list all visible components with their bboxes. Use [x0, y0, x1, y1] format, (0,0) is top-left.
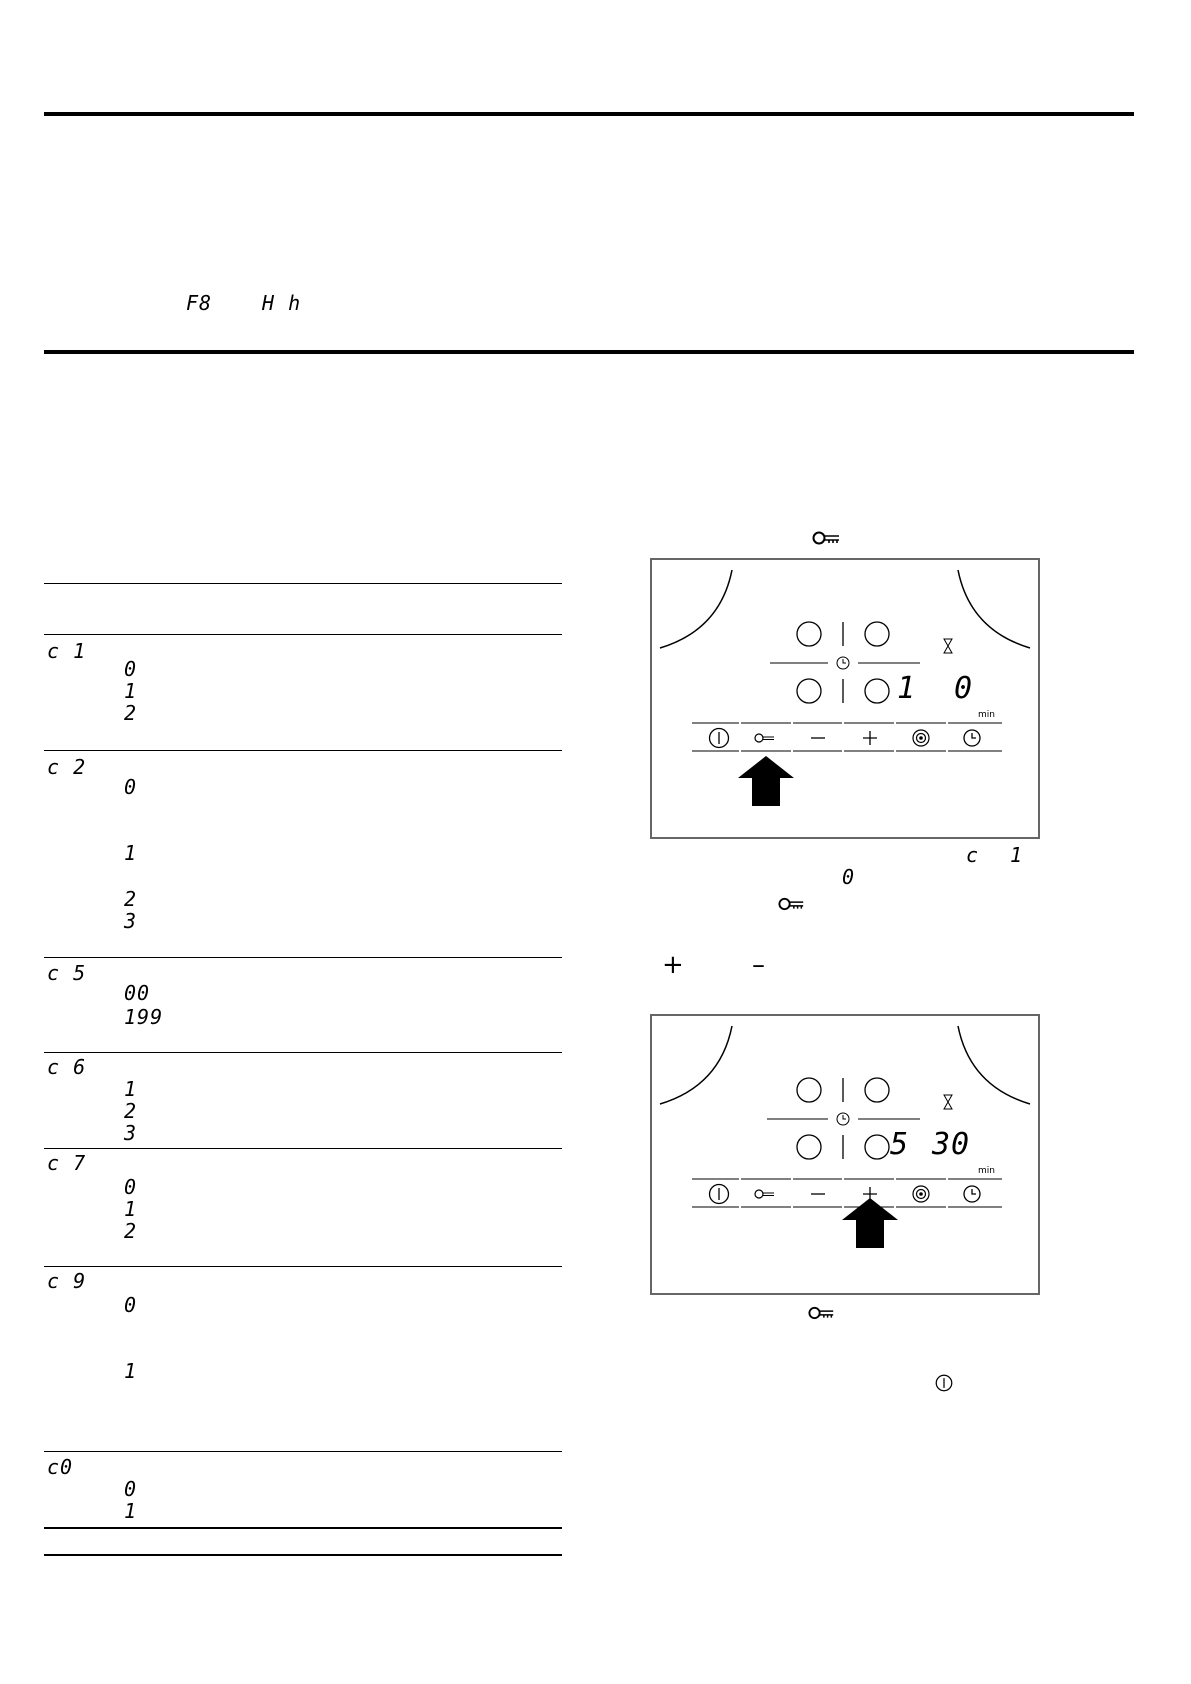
caption-value: 0: [842, 865, 856, 889]
key-icon: [812, 530, 842, 546]
cooktop-sketch: [652, 560, 1038, 837]
setting-code: c 9: [47, 1269, 87, 1293]
timer-icon: [962, 728, 982, 748]
table-bottom-rule: [44, 1554, 562, 1556]
caption-code-1: 1: [1010, 843, 1024, 867]
unit-label: min: [978, 710, 995, 720]
table-row-rule: [44, 1148, 562, 1149]
setting-option: 0: [124, 1175, 138, 1199]
table-row-rule: [44, 1266, 562, 1267]
setting-option: 199: [124, 1005, 164, 1029]
top-rule: [44, 112, 1134, 116]
setting-option: 1: [124, 841, 138, 865]
arrow-icon: [738, 756, 794, 806]
setting-option: 2: [124, 701, 138, 725]
control-panel-figure-1: [650, 558, 1040, 839]
minus-symbol: –: [752, 950, 765, 980]
setting-option: 1: [124, 1197, 138, 1221]
minus-icon: [808, 737, 828, 739]
timer-icon: [962, 1184, 982, 1204]
setting-option: 00: [124, 981, 151, 1005]
plus-symbol: +: [662, 950, 684, 980]
setting-option: 0: [124, 657, 138, 681]
setting-option: 1: [124, 1499, 138, 1523]
setting-code: c 1: [47, 639, 87, 663]
ring-icon: [911, 728, 931, 748]
control-panel-figure-2: [650, 1014, 1040, 1295]
table-row-rule: [44, 750, 562, 751]
key-icon: [808, 1305, 836, 1321]
setting-option: 0: [124, 1477, 138, 1501]
setting-option: 0: [124, 775, 138, 799]
setting-option: 3: [124, 1121, 138, 1145]
section-rule: [44, 350, 1134, 354]
setting-option: 2: [124, 1099, 138, 1123]
setting-option: 2: [124, 887, 138, 911]
setting-option: 2: [124, 1219, 138, 1243]
setting-option: 0: [124, 1293, 138, 1317]
table-header-rule: [44, 634, 562, 635]
display-right-digit: 0: [954, 671, 974, 706]
table-top-rule: [44, 583, 562, 584]
setting-option: 3: [124, 909, 138, 933]
caption-code-c: c: [966, 843, 980, 867]
display-left-digit: 1: [897, 671, 917, 706]
error-code-hh: H h: [262, 291, 302, 315]
unit-label: min: [978, 1166, 995, 1176]
setting-option: 1: [124, 1359, 138, 1383]
display-right-digit: 30: [932, 1127, 971, 1162]
table-row-rule: [44, 1052, 562, 1053]
setting-code: c0: [47, 1455, 74, 1479]
cooktop-sketch: [652, 1016, 1038, 1293]
ring-icon: [911, 1184, 931, 1204]
power-icon: [935, 1374, 953, 1392]
setting-option: 1: [124, 1077, 138, 1101]
setting-option: 1: [124, 679, 138, 703]
minus-icon: [808, 1193, 828, 1195]
display-left-digit: 5: [890, 1127, 910, 1162]
setting-code: c 2: [47, 755, 87, 779]
setting-code: c 5: [47, 961, 87, 985]
key-icon: [754, 1189, 776, 1199]
table-row-rule: [44, 957, 562, 958]
setting-code: c 6: [47, 1055, 87, 1079]
error-code-f8: F8: [186, 291, 213, 315]
table-row-rule: [44, 1527, 562, 1529]
setting-code: c 7: [47, 1151, 87, 1175]
power-icon: [708, 1183, 730, 1205]
key-icon: [778, 896, 806, 912]
power-icon: [708, 727, 730, 749]
arrow-icon: [842, 1198, 898, 1248]
table-row-rule: [44, 1451, 562, 1452]
plus-icon: [860, 728, 880, 748]
key-icon: [754, 733, 776, 743]
